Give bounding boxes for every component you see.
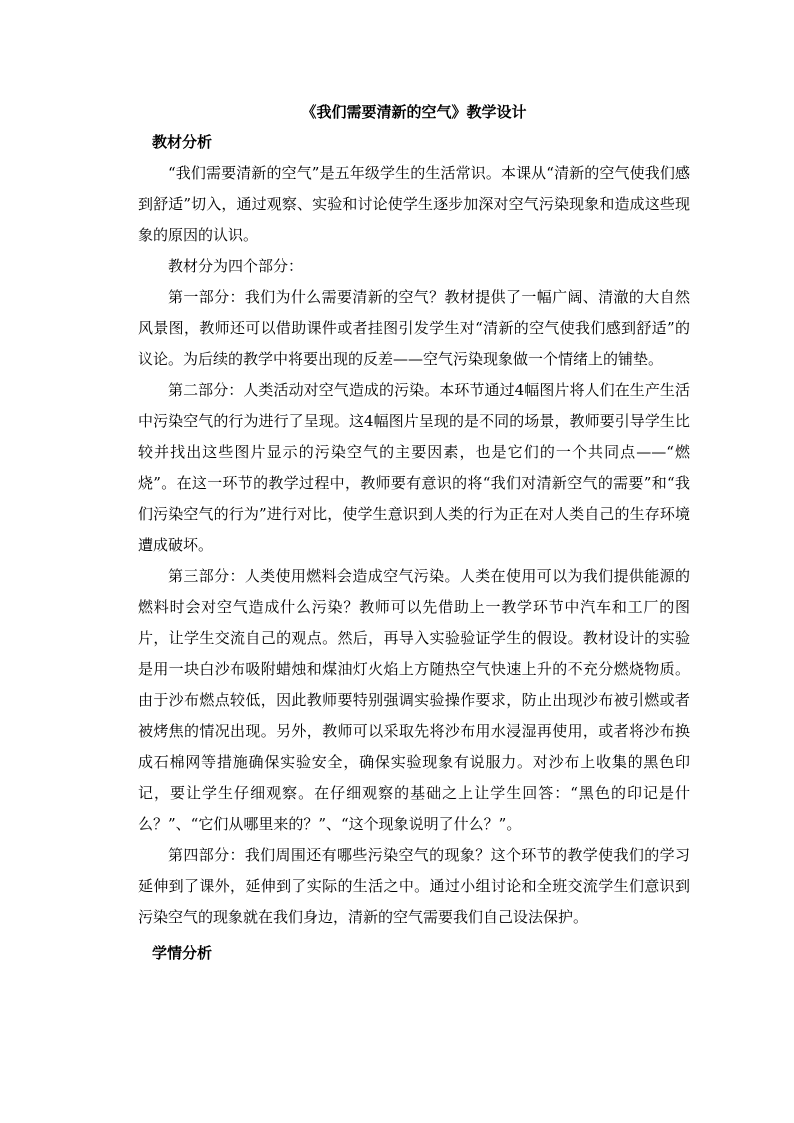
paragraph-parts-overview: 教材分为四个部分： <box>168 257 304 275</box>
paragraph-part-four: 第四部分：我们周围还有哪些污染空气的现象？这个环节的教学使我们的学习延伸到了课外，延伸到了实际的生活之中。通过小组讨论和全班交流学生们意识到污染空气的现象就在我们身边，清新的空气需要我们自己设法保护。 <box>138 846 690 926</box>
document-title: 《我们需要清新的空气》教学设计 <box>301 103 527 121</box>
paragraph-part-three: 第三部分：人类使用燃料会造成空气污染。人类在使用可以为我们提供能源的燃料时会对空气造成什么污染？教师可以先借助上一教学环节中汽车和工厂的图片，让学生交流自己的观点。然后，再导入实验验证学生的假设。教材设计的实验是用一块白沙布吸附蜡烛和煤油灯火焰上方随热空气快速上升的不充分燃烧物质。由于沙布燃点较低，因此教师要特别强调实验操作要求，防止出现沙布被引燃或者被烤焦的情况出现。另外，教师可以采取先将沙布用水浸湿再使用，或者将沙布换成石棉网等措施确保实验安全，确保实验现象有说服力。对沙布上收集的黑色印记，要让学生仔细观察。在仔细观察的基础之上让学生回答：“黑色的印记是什么？”、“它们从哪里来的？”、“这个现象说明了什么？”。 <box>138 567 690 833</box>
paragraph-part-one: 第一部分：我们为什么需要清新的空气？教材提供了一幅广阔、清澈的大自然风景图，教师还可以借助课件或者挂图引发学生对“清新的空气使我们感到舒适”的议论。为后续的教学中将要出现的反差——空气污染现象做一个情绪上的铺垫。 <box>138 288 690 368</box>
section-heading-textbook-analysis: 教材分析 <box>152 133 213 151</box>
paragraph-intro: “我们需要清新的空气”是五年级学生的生活常识。本课从“清新的空气使我们感到舒适”切入，通过观察、实验和讨论使学生逐步加深对空气污染现象和造成这些现象的原因的认识。 <box>138 164 690 244</box>
document-body <box>138 100 690 969</box>
section-heading-student-analysis: 学情分析 <box>152 944 213 962</box>
paragraph-part-two: 第二部分：人类活动对空气造成的污染。本环节通过4幅图片将人们在生产生活中污染空气的行为进行了呈现。这4幅图片呈现的是不同的场景，教师要引导学生比较并找出这些图片显示的污染空气的主要因素，也是它们的一个共同点——“燃烧”。在这一环节的教学过程中，教师要有意识的将“我们对清新空气的需要”和“我们污染空气的行为”进行对比，使学生意识到人类的行为正在对人类自己的生存环境遭成破坏。 <box>138 381 690 554</box>
